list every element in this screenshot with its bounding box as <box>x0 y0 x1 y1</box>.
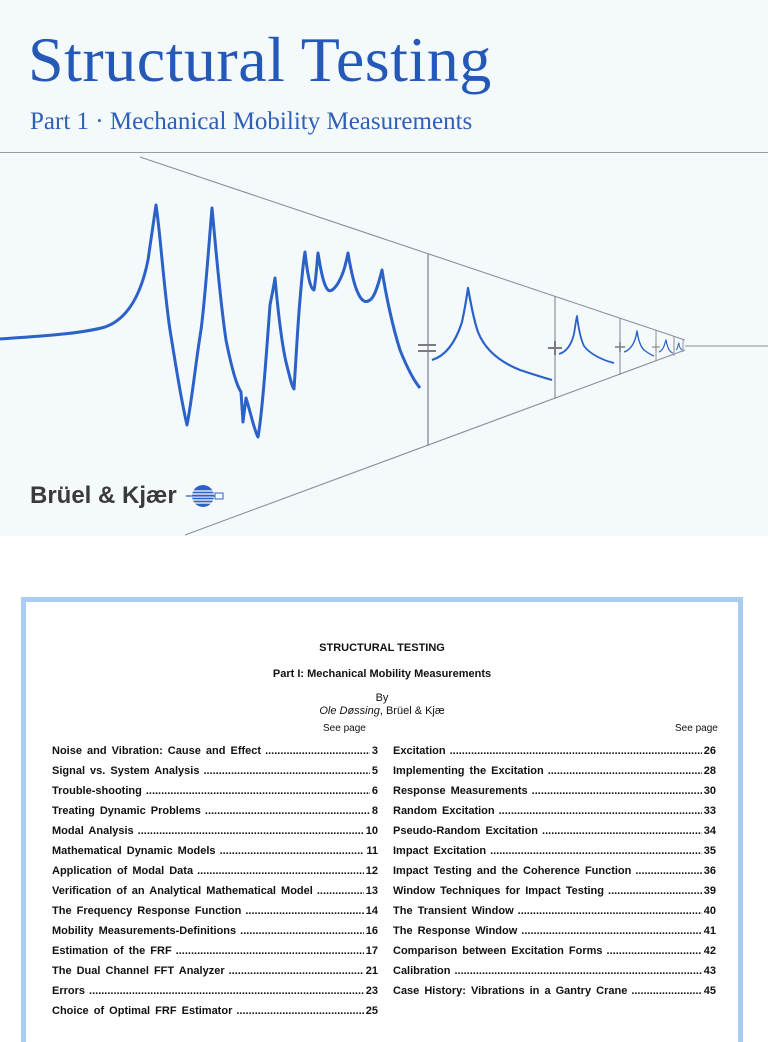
toc-entry-page: 23 <box>365 985 378 997</box>
toc-entry[interactable] <box>52 925 378 945</box>
toc-entry[interactable] <box>393 865 716 885</box>
toc-entry[interactable] <box>393 825 716 845</box>
toc-entry-page: 12 <box>365 865 378 877</box>
toc-dot-leader <box>518 905 702 917</box>
toc-entry-page: 21 <box>365 965 378 977</box>
toc-dot-leader <box>203 765 369 777</box>
toc-entry-page: 3 <box>371 745 378 757</box>
toc-dot-leader <box>240 925 364 937</box>
toc-author-line <box>26 705 738 717</box>
toc-entry-page: 14 <box>365 905 378 917</box>
toc-entry-page: 35 <box>703 845 716 857</box>
toc-entry-title: Calibration <box>393 965 451 977</box>
toc-entry-title: Implementing the Excitation <box>393 765 544 777</box>
toc-entry[interactable] <box>52 945 378 965</box>
frf-curve-total <box>0 205 420 437</box>
toc-entry[interactable] <box>52 765 378 785</box>
toc-entry-title: Mobility Measurements-Definitions <box>52 925 237 937</box>
toc-entry[interactable] <box>393 745 716 765</box>
plus-sign <box>652 343 660 351</box>
toc-entry-title: The Frequency Response Function <box>52 905 242 917</box>
toc-entry[interactable] <box>393 765 716 785</box>
table-of-contents <box>21 597 743 1042</box>
toc-entry[interactable] <box>393 965 716 985</box>
toc-entry-title: Trouble-shooting <box>52 785 142 797</box>
equals-sign <box>418 345 436 351</box>
toc-entry-page: 39 <box>703 885 716 897</box>
toc-subheading: Part I: Mechanical Mobility Measurements <box>272 668 492 680</box>
toc-dot-leader <box>548 765 702 777</box>
toc-entry[interactable] <box>52 745 378 765</box>
toc-dot-leader <box>176 945 364 957</box>
toc-entry-page: 41 <box>703 925 716 937</box>
see-page-label-right: See page <box>675 723 718 734</box>
toc-dot-leader <box>236 1005 363 1017</box>
see-page-label-left: See page <box>323 723 366 734</box>
toc-dot-leader <box>499 805 702 817</box>
toc-entry[interactable] <box>393 805 716 825</box>
toc-entry-title: Signal vs. System Analysis <box>52 765 200 777</box>
toc-dot-leader <box>229 965 364 977</box>
toc-entry[interactable] <box>52 885 378 905</box>
toc-entry-page: 8 <box>371 805 378 817</box>
toc-dot-leader <box>631 985 701 997</box>
toc-entry-page: 16 <box>365 925 378 937</box>
toc-dot-leader <box>205 805 370 817</box>
toc-entry-page: 45 <box>703 985 716 997</box>
cone-bottom-edge <box>185 350 685 535</box>
toc-entry-page: 11 <box>366 845 378 857</box>
toc-dot-leader <box>197 865 364 877</box>
toc-dot-leader <box>89 985 364 997</box>
toc-entry-title: Impact Excitation <box>393 845 487 857</box>
toc-entry-page: 40 <box>703 905 716 917</box>
toc-entry-page: 10 <box>365 825 378 837</box>
plus-sign <box>615 342 625 352</box>
toc-entry-page: 30 <box>703 785 716 797</box>
toc-dot-leader <box>608 885 702 897</box>
toc-column-left <box>52 745 378 1025</box>
toc-entry-title: Errors <box>52 985 86 997</box>
toc-entry-page: 42 <box>703 945 716 957</box>
toc-entry-title: Excitation <box>393 745 446 757</box>
toc-entry[interactable] <box>393 985 716 1005</box>
toc-entry[interactable] <box>393 905 716 925</box>
toc-entry[interactable] <box>52 985 378 1005</box>
toc-entry[interactable] <box>52 785 378 805</box>
toc-entry-page: 5 <box>371 765 378 777</box>
toc-dot-leader <box>265 745 370 757</box>
toc-heading: STRUCTURAL TESTING <box>319 642 445 654</box>
toc-by-line: By <box>375 692 389 704</box>
brand-name: Brüel & Kjær <box>30 482 177 509</box>
toc-entry-page: 34 <box>703 825 716 837</box>
toc-dot-leader <box>245 905 363 917</box>
toc-entry-page: 28 <box>703 765 716 777</box>
toc-entry-title: Case History: Vibrations in a Gantry Crane <box>393 985 628 997</box>
frf-curve-mode-3 <box>624 331 654 356</box>
author-affiliation: , Brüel & Kjæ <box>379 705 445 717</box>
author-name: Ole Døssing <box>319 705 380 717</box>
toc-dot-leader <box>542 825 702 837</box>
toc-entry-title: Mathematical Dynamic Models <box>52 845 216 857</box>
toc-entry-title: The Response Window <box>393 925 518 937</box>
toc-entry[interactable] <box>52 965 378 985</box>
toc-entry-title: Window Techniques for Impact Testing <box>393 885 605 897</box>
toc-dot-leader <box>138 825 364 837</box>
toc-entry-title: Response Measurements <box>393 785 528 797</box>
toc-entry-page: 33 <box>703 805 716 817</box>
toc-entry-title: Estimation of the FRF <box>52 945 172 957</box>
toc-dot-leader <box>532 785 702 797</box>
toc-entry[interactable] <box>393 845 716 865</box>
toc-entry-title: Choice of Optimal FRF Estimator <box>52 1005 233 1017</box>
frf-curve-mode-1 <box>432 288 552 380</box>
toc-entry[interactable] <box>52 865 378 885</box>
toc-dot-leader <box>454 965 701 977</box>
toc-dot-leader <box>490 845 702 857</box>
toc-entry[interactable] <box>52 905 378 925</box>
toc-entry[interactable] <box>52 845 378 865</box>
toc-dot-leader <box>521 925 701 937</box>
toc-entry[interactable] <box>393 925 716 945</box>
toc-entry-title: Treating Dynamic Problems <box>52 805 201 817</box>
toc-column-right <box>393 745 716 1005</box>
cover-subtitle: Part 1 · Mechanical Mobility Measurements <box>30 108 473 135</box>
frf-curve-mode-4 <box>659 340 673 353</box>
toc-entry[interactable] <box>393 785 716 805</box>
frf-curve-mode-5 <box>676 343 682 350</box>
toc-entry-page: 25 <box>365 1005 378 1017</box>
toc-entry[interactable] <box>52 805 378 825</box>
cover-title: Structural Testing <box>28 24 492 95</box>
toc-entry[interactable] <box>52 1005 378 1025</box>
toc-entry[interactable] <box>393 945 716 965</box>
toc-entry-title: Application of Modal Data <box>52 865 194 877</box>
toc-dot-leader <box>220 845 365 857</box>
frf-curve-mode-2 <box>559 316 614 363</box>
toc-entry[interactable] <box>52 825 378 845</box>
globe-logo-icon <box>185 483 225 509</box>
toc-entry-title: Verification of an Analytical Mathematical Model <box>52 885 313 897</box>
toc-entry-title: The Transient Window <box>393 905 514 917</box>
brand-logo <box>30 482 225 510</box>
toc-entry-title: Pseudo-Random Excitation <box>393 825 539 837</box>
toc-entry-page: 36 <box>703 865 716 877</box>
toc-dot-leader <box>635 865 701 877</box>
toc-entry-page: 6 <box>371 785 378 797</box>
toc-entry-title: Impact Testing and the Coherence Function <box>393 865 632 877</box>
toc-entry-title: Random Excitation <box>393 805 495 817</box>
toc-entry-page: 13 <box>365 885 378 897</box>
toc-entry-page: 17 <box>365 945 378 957</box>
toc-entry-title: Modal Analysis <box>52 825 134 837</box>
toc-entry[interactable] <box>393 885 716 905</box>
toc-dot-leader <box>450 745 702 757</box>
toc-dot-leader <box>607 945 702 957</box>
toc-dot-leader <box>317 885 364 897</box>
toc-entry-page: 26 <box>703 745 716 757</box>
toc-entry-page: 43 <box>703 965 716 977</box>
toc-entry-title: Noise and Vibration: Cause and Effect <box>52 745 262 757</box>
toc-dot-leader <box>146 785 370 797</box>
toc-entry-title: The Dual Channel FFT Analyzer <box>52 965 225 977</box>
toc-entry-title: Comparison between Excitation Forms <box>393 945 603 957</box>
